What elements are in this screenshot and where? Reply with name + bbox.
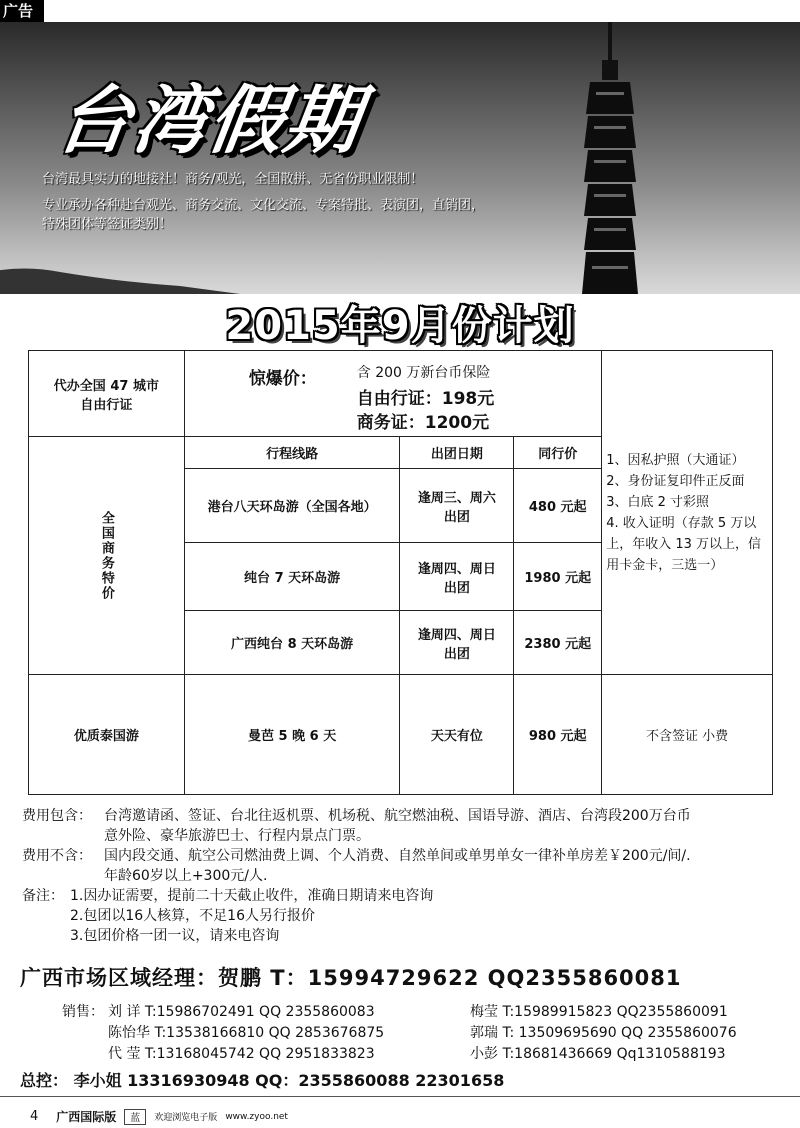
thai-note: 不含签证 小费 (602, 675, 773, 795)
price-insurance: 含 200 万新台币保险 (356, 364, 491, 381)
banner-line-3: 特殊团体等签证类别！ (42, 217, 173, 232)
publisher-logo-icon: 蓝 (124, 1109, 146, 1125)
requirement-1: 1、因私护照（大通证） (606, 452, 745, 468)
price-table (28, 350, 773, 795)
price-free-visa: 自由行证：198元 (356, 388, 495, 409)
sales-contact-left: 陈怡华 T:13538166810 QQ 2853676875 (108, 1025, 385, 1041)
fee-include-label: 费用包含： (22, 808, 92, 824)
header-route: 行程线路 (184, 437, 400, 469)
remark-2: 2.包团以16人核算，不足16人另行报价 (70, 908, 315, 924)
fee-exclude-line-2: 年龄60岁以上+300元/人. (104, 868, 268, 884)
thai-route: 曼芭 5 晚 6 天 (184, 675, 400, 795)
departure-date-line-2: 出团 (443, 580, 470, 596)
footer-brand: 广西国际版 (56, 1110, 117, 1124)
departure-date-line-1: 逢周四、周日 (417, 627, 496, 643)
price: 480 元起 (514, 469, 602, 543)
footer-site[interactable]: www.zyoo.net (225, 1111, 288, 1122)
table-row (29, 675, 773, 795)
sales-contact-right: 郭瑞 T: 13509695690 QQ 2355860076 (470, 1025, 737, 1041)
list-item (62, 1002, 737, 1023)
route: 广西纯台 8 天环岛游 (184, 611, 400, 675)
sales-contact-right: 梅莹 T:15989915823 QQ2355860091 (470, 1004, 728, 1020)
price-title: 惊爆价： (248, 368, 317, 389)
price: 2380 元起 (514, 611, 602, 675)
fee-include-line-2: 意外险、豪华旅游巴士、行程内景点门票。 (104, 828, 370, 844)
regional-manager-contact: 广西市场区域经理：贺鹏 T：15994729622 QQ2355860081 (20, 966, 682, 990)
fee-include-line-1: 台湾邀请函、签证、台北往返机票、机场税、航空燃油税、国语导游、酒店、台湾段200万台币 (104, 808, 691, 824)
banner-line-1: 台湾最具实力的地接社！商务/观光，全国散拼、无省份职业限制！ (42, 172, 424, 187)
price: 1980 元起 (514, 543, 602, 611)
banner-line-2: 专业承办各种赴台观光、商务交流、文化交流、专案特批、表演团，直销团， (42, 198, 485, 213)
remark-label: 备注： (22, 888, 64, 904)
section-label: 全国商务特价 (98, 510, 114, 601)
footer-divider (0, 1096, 800, 1097)
remark-1: 1.因办证需要，提前二十天截止收件，准确日期请来电咨询 (70, 888, 434, 904)
price-cell (184, 351, 601, 437)
list-item (62, 1044, 737, 1065)
thai-price: 980 元起 (514, 675, 602, 795)
taipei-101-illustration (560, 22, 660, 294)
sales-contacts (62, 1002, 737, 1065)
page-number: 4 (30, 1109, 39, 1124)
remark-3: 3.包团价格一团一议，请来电咨询 (70, 928, 280, 944)
fee-exclude-label: 费用不含： (22, 848, 92, 864)
banner (0, 22, 800, 294)
requirement-4: 4. 收入证明（存款 5 万以上，年收入 13 万以上，信用卡金卡，三选一） (606, 515, 761, 573)
header-date: 出团日期 (400, 437, 514, 469)
sales-contact-right: 小彭 T:18681436669 Qq1310588193 (470, 1046, 726, 1062)
departure-date-line-1: 逢周三、周六 (417, 490, 496, 506)
route: 港台八天环岛游（全国各地） (184, 469, 400, 543)
departure-date (400, 611, 514, 675)
sales-contact-left: 代 莹 T:13168045742 QQ 2951833823 (108, 1046, 375, 1062)
thai-label: 优质泰国游 (29, 675, 185, 795)
visa-label-line-2: 自由行证 (80, 397, 133, 413)
visa-label-cell (29, 351, 185, 437)
footer (30, 1108, 288, 1125)
requirement-3: 3、白底 2 寸彩照 (606, 494, 709, 510)
section-label-cell (29, 437, 185, 675)
departure-date-line-2: 出团 (443, 646, 470, 662)
visa-label-line-1: 代办全国 47 城市 (53, 378, 159, 394)
sales-label: 销售： (62, 1004, 104, 1020)
departure-date (400, 469, 514, 543)
requirements-cell (602, 351, 773, 675)
route: 纯台 7 天环岛游 (184, 543, 400, 611)
departure-date-line-2: 出团 (443, 509, 470, 525)
banner-title: 台湾假期 (51, 78, 368, 164)
plan-title: 2015年9月份计划 (225, 303, 575, 349)
footer-browse: 欢迎浏览电子版 (154, 1113, 218, 1123)
requirement-2: 2、身份证复印件正反面 (606, 473, 745, 489)
sales-contact-left: 刘 详 T:15986702491 QQ 2355860083 (108, 1004, 375, 1020)
general-control-contact: 总控： 李小姐 13316930948 QQ：2355860088 22301658 (20, 1071, 505, 1090)
thai-date: 天天有位 (400, 675, 514, 795)
departure-date-line-1: 逢周四、周日 (417, 561, 496, 577)
fee-exclude-line-1: 国内段交通、航空公司燃油费上调、个人消费、自然单间或单男单女一律补单房差￥200元/间/. (104, 848, 691, 864)
list-item (62, 1023, 737, 1044)
header-price: 同行价 (514, 437, 602, 469)
price-business-visa: 商务证：1200元 (356, 412, 490, 433)
departure-date (400, 543, 514, 611)
fees-section (22, 806, 792, 946)
hill-silhouette (0, 264, 240, 294)
ad-tag: 广告 (0, 0, 44, 22)
